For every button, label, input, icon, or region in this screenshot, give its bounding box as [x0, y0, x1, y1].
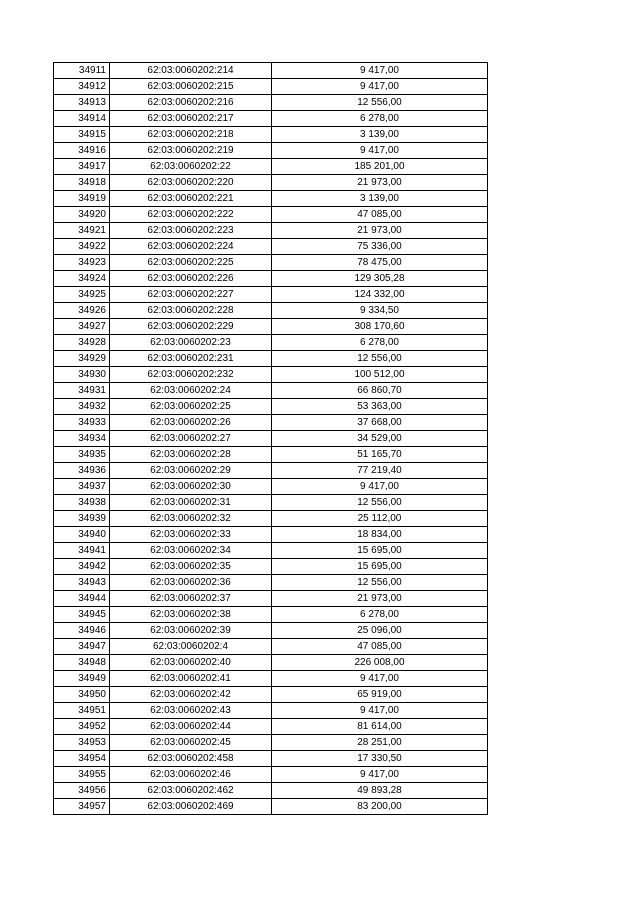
value-cell: 3 139,00: [272, 191, 488, 207]
cadastral-number-cell: 62:03:0060202:225: [110, 255, 272, 271]
value-cell: 100 512,00: [272, 367, 488, 383]
value-cell: 9 417,00: [272, 671, 488, 687]
table-row: [54, 671, 488, 687]
table-row: [54, 367, 488, 383]
row-number-cell: 34922: [54, 239, 110, 255]
row-number-cell: 34947: [54, 639, 110, 655]
value-cell: 81 614,00: [272, 719, 488, 735]
cadastral-number-cell: 62:03:0060202:462: [110, 783, 272, 799]
row-number-cell: 34929: [54, 351, 110, 367]
table-row: [54, 591, 488, 607]
table-row: [54, 127, 488, 143]
cadastral-number-cell: 62:03:0060202:222: [110, 207, 272, 223]
cadastral-number-cell: 62:03:0060202:40: [110, 655, 272, 671]
row-number-cell: 34921: [54, 223, 110, 239]
table-row: [54, 655, 488, 671]
row-number-cell: 34937: [54, 479, 110, 495]
value-cell: 49 893,28: [272, 783, 488, 799]
row-number-cell: 34919: [54, 191, 110, 207]
value-cell: 78 475,00: [272, 255, 488, 271]
cadastral-number-cell: 62:03:0060202:223: [110, 223, 272, 239]
cadastral-number-cell: 62:03:0060202:36: [110, 575, 272, 591]
table-row: [54, 575, 488, 591]
table-row: [54, 175, 488, 191]
value-cell: 308 170,60: [272, 319, 488, 335]
table-row: [54, 319, 488, 335]
table-row: [54, 543, 488, 559]
table-row: [54, 223, 488, 239]
value-cell: 65 919,00: [272, 687, 488, 703]
table-row: [54, 687, 488, 703]
cadastral-value-table: [53, 62, 488, 815]
table-row: [54, 351, 488, 367]
table-row: [54, 703, 488, 719]
table-row: [54, 255, 488, 271]
value-cell: 53 363,00: [272, 399, 488, 415]
row-number-cell: 34948: [54, 655, 110, 671]
table-row: [54, 271, 488, 287]
row-number-cell: 34951: [54, 703, 110, 719]
cadastral-number-cell: 62:03:0060202:219: [110, 143, 272, 159]
cadastral-number-cell: 62:03:0060202:27: [110, 431, 272, 447]
cadastral-number-cell: 62:03:0060202:35: [110, 559, 272, 575]
row-number-cell: 34916: [54, 143, 110, 159]
cadastral-number-cell: 62:03:0060202:231: [110, 351, 272, 367]
cadastral-number-cell: 62:03:0060202:28: [110, 447, 272, 463]
row-number-cell: 34940: [54, 527, 110, 543]
row-number-cell: 34923: [54, 255, 110, 271]
cadastral-number-cell: 62:03:0060202:232: [110, 367, 272, 383]
row-number-cell: 34955: [54, 767, 110, 783]
value-cell: 15 695,00: [272, 543, 488, 559]
row-number-cell: 34934: [54, 431, 110, 447]
value-cell: 9 417,00: [272, 479, 488, 495]
value-cell: 9 417,00: [272, 703, 488, 719]
table-row: [54, 159, 488, 175]
cadastral-number-cell: 62:03:0060202:44: [110, 719, 272, 735]
cadastral-number-cell: 62:03:0060202:228: [110, 303, 272, 319]
value-cell: 77 219,40: [272, 463, 488, 479]
value-cell: 34 529,00: [272, 431, 488, 447]
cadastral-number-cell: 62:03:0060202:23: [110, 335, 272, 351]
cadastral-number-cell: 62:03:0060202:46: [110, 767, 272, 783]
value-cell: 17 330,50: [272, 751, 488, 767]
cadastral-number-cell: 62:03:0060202:220: [110, 175, 272, 191]
row-number-cell: 34944: [54, 591, 110, 607]
cadastral-number-cell: 62:03:0060202:458: [110, 751, 272, 767]
row-number-cell: 34945: [54, 607, 110, 623]
row-number-cell: 34954: [54, 751, 110, 767]
row-number-cell: 34930: [54, 367, 110, 383]
row-number-cell: 34920: [54, 207, 110, 223]
cadastral-number-cell: 62:03:0060202:38: [110, 607, 272, 623]
cadastral-number-cell: 62:03:0060202:30: [110, 479, 272, 495]
cadastral-number-cell: 62:03:0060202:226: [110, 271, 272, 287]
value-cell: 21 973,00: [272, 591, 488, 607]
table-row: [54, 799, 488, 815]
cadastral-number-cell: 62:03:0060202:34: [110, 543, 272, 559]
row-number-cell: 34926: [54, 303, 110, 319]
row-number-cell: 34957: [54, 799, 110, 815]
value-cell: 9 334,50: [272, 303, 488, 319]
value-cell: 6 278,00: [272, 607, 488, 623]
cadastral-number-cell: 62:03:0060202:41: [110, 671, 272, 687]
row-number-cell: 34939: [54, 511, 110, 527]
cadastral-number-cell: 62:03:0060202:32: [110, 511, 272, 527]
cadastral-number-cell: 62:03:0060202:42: [110, 687, 272, 703]
table-row: [54, 383, 488, 399]
cadastral-number-cell: 62:03:0060202:22: [110, 159, 272, 175]
cadastral-number-cell: 62:03:0060202:469: [110, 799, 272, 815]
row-number-cell: 34918: [54, 175, 110, 191]
cadastral-number-cell: 62:03:0060202:24: [110, 383, 272, 399]
cadastral-number-cell: 62:03:0060202:31: [110, 495, 272, 511]
value-cell: 66 860,70: [272, 383, 488, 399]
table-row: [54, 79, 488, 95]
table-row: [54, 95, 488, 111]
table-row: [54, 751, 488, 767]
cadastral-number-cell: 62:03:0060202:33: [110, 527, 272, 543]
table-row: [54, 511, 488, 527]
table-row: [54, 335, 488, 351]
row-number-cell: 34914: [54, 111, 110, 127]
cadastral-number-cell: 62:03:0060202:224: [110, 239, 272, 255]
cadastral-number-cell: 62:03:0060202:217: [110, 111, 272, 127]
table-row: [54, 735, 488, 751]
value-cell: 51 165,70: [272, 447, 488, 463]
table-row: [54, 767, 488, 783]
value-cell: 28 251,00: [272, 735, 488, 751]
value-cell: 12 556,00: [272, 495, 488, 511]
cadastral-number-cell: 62:03:0060202:4: [110, 639, 272, 655]
row-number-cell: 34927: [54, 319, 110, 335]
row-number-cell: 34911: [54, 63, 110, 79]
value-cell: 12 556,00: [272, 95, 488, 111]
value-cell: 185 201,00: [272, 159, 488, 175]
cadastral-number-cell: 62:03:0060202:215: [110, 79, 272, 95]
table-row: [54, 415, 488, 431]
table-row: [54, 527, 488, 543]
table-row: [54, 495, 488, 511]
row-number-cell: 34942: [54, 559, 110, 575]
value-cell: 47 085,00: [272, 207, 488, 223]
value-cell: 83 200,00: [272, 799, 488, 815]
cadastral-number-cell: 62:03:0060202:214: [110, 63, 272, 79]
row-number-cell: 34933: [54, 415, 110, 431]
table-row: [54, 239, 488, 255]
table-row: [54, 111, 488, 127]
value-cell: 25 096,00: [272, 623, 488, 639]
table-row: [54, 143, 488, 159]
cadastral-number-cell: 62:03:0060202:216: [110, 95, 272, 111]
cadastral-number-cell: 62:03:0060202:218: [110, 127, 272, 143]
table-row: [54, 431, 488, 447]
row-number-cell: 34935: [54, 447, 110, 463]
value-cell: 75 336,00: [272, 239, 488, 255]
cadastral-number-cell: 62:03:0060202:39: [110, 623, 272, 639]
table-row: [54, 63, 488, 79]
value-cell: 129 305,28: [272, 271, 488, 287]
row-number-cell: 34952: [54, 719, 110, 735]
table-row: [54, 463, 488, 479]
value-cell: 21 973,00: [272, 175, 488, 191]
value-cell: 15 695,00: [272, 559, 488, 575]
value-cell: 9 417,00: [272, 143, 488, 159]
table-row: [54, 623, 488, 639]
row-number-cell: 34913: [54, 95, 110, 111]
row-number-cell: 34956: [54, 783, 110, 799]
row-number-cell: 34924: [54, 271, 110, 287]
value-cell: 12 556,00: [272, 575, 488, 591]
table-row: [54, 399, 488, 415]
row-number-cell: 34953: [54, 735, 110, 751]
row-number-cell: 34915: [54, 127, 110, 143]
cadastral-number-cell: 62:03:0060202:25: [110, 399, 272, 415]
value-cell: 3 139,00: [272, 127, 488, 143]
cadastral-number-cell: 62:03:0060202:26: [110, 415, 272, 431]
cadastral-number-cell: 62:03:0060202:45: [110, 735, 272, 751]
value-cell: 12 556,00: [272, 351, 488, 367]
value-cell: 47 085,00: [272, 639, 488, 655]
value-cell: 6 278,00: [272, 335, 488, 351]
value-cell: 226 008,00: [272, 655, 488, 671]
value-cell: 124 332,00: [272, 287, 488, 303]
table-row: [54, 447, 488, 463]
cadastral-number-cell: 62:03:0060202:229: [110, 319, 272, 335]
row-number-cell: 34950: [54, 687, 110, 703]
value-cell: 9 417,00: [272, 79, 488, 95]
cadastral-number-cell: 62:03:0060202:37: [110, 591, 272, 607]
value-cell: 25 112,00: [272, 511, 488, 527]
row-number-cell: 34928: [54, 335, 110, 351]
row-number-cell: 34938: [54, 495, 110, 511]
cadastral-number-cell: 62:03:0060202:221: [110, 191, 272, 207]
cadastral-number-cell: 62:03:0060202:43: [110, 703, 272, 719]
table-body: [54, 63, 488, 815]
table-row: [54, 207, 488, 223]
value-cell: 37 668,00: [272, 415, 488, 431]
table-row: [54, 559, 488, 575]
row-number-cell: 34917: [54, 159, 110, 175]
row-number-cell: 34946: [54, 623, 110, 639]
cadastral-number-cell: 62:03:0060202:29: [110, 463, 272, 479]
table-row: [54, 719, 488, 735]
row-number-cell: 34931: [54, 383, 110, 399]
table-row: [54, 639, 488, 655]
value-cell: 21 973,00: [272, 223, 488, 239]
row-number-cell: 34941: [54, 543, 110, 559]
table-row: [54, 783, 488, 799]
row-number-cell: 34925: [54, 287, 110, 303]
table-row: [54, 191, 488, 207]
table-row: [54, 303, 488, 319]
value-cell: 9 417,00: [272, 767, 488, 783]
table-row: [54, 287, 488, 303]
table-row: [54, 607, 488, 623]
row-number-cell: 34943: [54, 575, 110, 591]
cadastral-number-cell: 62:03:0060202:227: [110, 287, 272, 303]
row-number-cell: 34932: [54, 399, 110, 415]
table-row: [54, 479, 488, 495]
value-cell: 6 278,00: [272, 111, 488, 127]
row-number-cell: 34936: [54, 463, 110, 479]
row-number-cell: 34912: [54, 79, 110, 95]
row-number-cell: 34949: [54, 671, 110, 687]
value-cell: 9 417,00: [272, 63, 488, 79]
value-cell: 18 834,00: [272, 527, 488, 543]
